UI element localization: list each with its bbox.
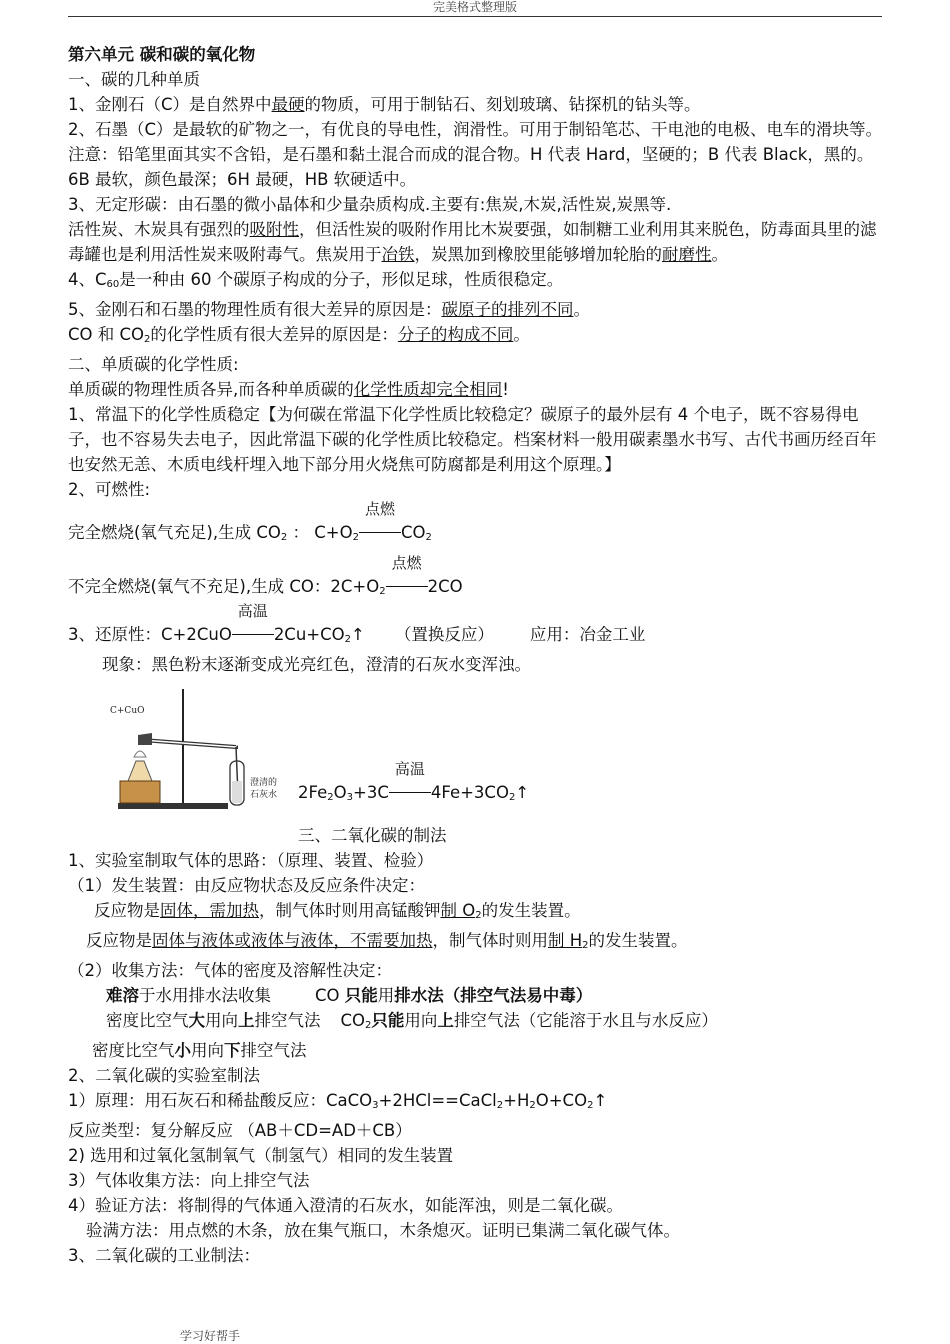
idea-line: 1、实验室制取气体的思路：（原理、装置、检验） [68, 851, 434, 870]
industry-line: 3、二氧化碳的工业制法： [68, 1246, 260, 1265]
c60-line: 4、$C_{60}$是一种由 60 个碳原子构成的分子，形似足球，性质很稳定。 [68, 270, 564, 290]
figure-label-limewater-1: 澄清的 [250, 778, 278, 788]
gen1-line: 反应物是固体，需加热，制气体时则用高锰酸钾制 $O_2$的发生装置。 [94, 901, 581, 921]
page-footer: 学习好帮手 [180, 1329, 241, 1343]
incomplete-combustion-eq: 不完全燃烧(氧气不充足),生成 CO：$2C+O_2$ 点燃 2CO [68, 554, 463, 597]
diff1-line: 5、金刚石和石墨的物理性质有很大差异的原因是：碳原子的排列不同。 [68, 300, 590, 319]
amorphous-line: 3、无定形碳：由石墨的微小晶体和少量杂质构成.主要有:焦炭,木炭,活性炭,炭黑等. [68, 195, 672, 214]
collect2-line: 密度比空气大用向上排空气法 $CO_2$只能用向上排空气法（它能溶于水且与水反应） [106, 1011, 718, 1031]
phenomenon-line: 现象：黑色粉末逐渐变成光亮红色，澄清的石灰水变浑浊。 [102, 655, 531, 674]
diamond-line: 1、金刚石（C）是自然界中最硬的物质，可用于制钻石、刻划玻璃、钻探机的钻头等。 [68, 95, 701, 114]
combust-line: 2、可燃性: [68, 480, 151, 499]
verify-line: 4）验证方法：将制得的气体通入澄清的石灰水，如能浑浊，则是二氧化碳。 [68, 1196, 623, 1215]
full-line: 验满方法：用点燃的木条，放在集气瓶口，木条熄灭。证明已集满二氧化碳气体。 [86, 1221, 680, 1240]
figure-label-limewater-2: 石灰水 [250, 790, 278, 800]
intro-line: 单质碳的物理性质各异,而各种单质碳的化学性质却完全相同! [68, 380, 509, 399]
gen2-line: 反应物是固体与液体或液体与液体，不需要加热，制气体时则用制 $H_2$的发生装置。 [86, 931, 688, 951]
diff2-line: CO 和 $CO_2$的化学性质有很大差异的原因是：分子的构成不同。 [68, 325, 530, 345]
collect3-line: 密度比空气小用向下排空气法 [92, 1041, 307, 1060]
lab-line: 2、二氧化碳的实验室制法 [68, 1066, 260, 1085]
figure-row [68, 685, 888, 823]
complete-combustion-eq: 完全燃烧(氧气充足),生成 $CO_2$ ： $C+O_2$ 点燃 $CO_2$ [68, 500, 432, 543]
stable-para: 1、常温下的化学性质稳定【为何碳在常温下化学性质比较稳定？碳原子的最外层有 4 个电子，既不容易得电子，也不容易失去电子，因此常温下碳的化学性质比较稳定。档案材料一般用碳素墨水书写、古代书画历经百年也安然无恙、木质电线杆埋入地下部分用火烧焦可防腐都是利用这个原理。】 [68, 405, 877, 474]
principle-line: 1）原理：用石灰石和稀盐酸反应：$CaCO_3+2HCl==CaCl_2+H_2O+CO_2↑$ [68, 1091, 608, 1111]
figure-label-reactants: C+CuO [110, 706, 145, 716]
section1-heading: 一、碳的几种单质 [68, 70, 200, 89]
collect-line: （2）收集方法：气体的密度及溶解性决定： [68, 961, 392, 980]
graphite-para: 2、石墨（C）是最软的矿物之一，有优良的导电性，润滑性。可用于制铅笔芯、干电池的电极、电车的滑块等。注意：铅笔里面其实不含铅，是石墨和黏土混合而成的混合物。H 代表 Hard，坚硬的；B 代表 Black，黑的。6B 最软，颜色最深；6H 最硬，HB 软硬适中。 [68, 120, 883, 189]
document-body [68, 42, 888, 1268]
collect1-line: 难溶于水用排水法收集 CO 只能用排水法（排空气法易中毒） [106, 986, 593, 1005]
generator-line: （1）发生装置：由反应物状态及反应条件决定： [68, 876, 425, 895]
section2-heading: 二、单质碳的化学性质: [68, 355, 239, 374]
reduction-eq: 3、还原性：C+2CuO 高温 $2Cu+CO_2↑$ （置换反应） 应用：冶金工业 [68, 602, 646, 645]
gather-line: 3）气体收集方法：向上排空气法 [68, 1171, 310, 1190]
unit-title: 第六单元 碳和碳的氧化物 [68, 45, 256, 64]
apparatus-illustration [108, 685, 288, 815]
page-header: 完美格式整理版 [68, 0, 882, 17]
section3-heading: 三、二氧化碳的制法 [298, 826, 447, 845]
adsorb-para: 活性炭、木炭具有强烈的吸附性，但活性炭的吸附作用比木炭要强，如制糖工业利用其来脱色，防毒面具里的滤毒罐也是利用活性炭来吸附毒气。焦炭用于冶铁，炭黑加到橡胶里能够增加轮胎的耐磨性。 [68, 220, 877, 264]
device-line: 2) 选用和过氧化氢制氧气（制氢气）相同的发生装置 [68, 1146, 454, 1165]
iron-reduction-eq: $2Fe_2O_3+3C$ 高温 $4Fe+3CO_2↑$ [298, 760, 530, 803]
type-line: 反应类型：复分解反应 （AB＋CD=AD＋CB） [68, 1121, 412, 1140]
